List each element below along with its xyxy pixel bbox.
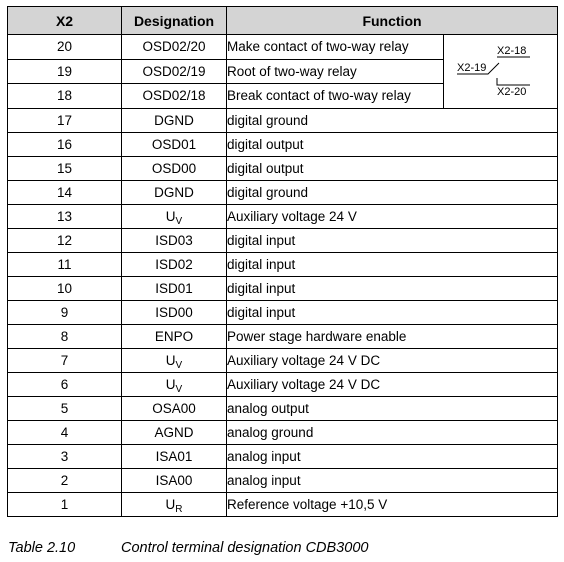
- cell-function: digital input: [227, 229, 558, 253]
- cell-designation: OSD02/18: [122, 84, 227, 109]
- designation-subscript: V: [175, 215, 183, 227]
- table-row: [8, 35, 558, 60]
- table-row: [8, 277, 558, 301]
- designation-subscript: V: [175, 383, 183, 395]
- cell-x2: 10: [8, 277, 122, 301]
- table-row: [8, 301, 558, 325]
- cell-designation: OSD00: [122, 157, 227, 181]
- cell-designation: DGND: [122, 181, 227, 205]
- cell-function: Auxiliary voltage 24 V: [227, 205, 558, 229]
- cell-designation: ISD02: [122, 253, 227, 277]
- designation-symbol: U: [165, 376, 176, 392]
- cell-function: digital input: [227, 301, 558, 325]
- designation-symbol: U: [165, 496, 176, 512]
- cell-function: digital ground: [227, 109, 558, 133]
- cell-x2: 8: [8, 325, 122, 349]
- cell-function: analog input: [227, 445, 558, 469]
- cell-x2: 9: [8, 301, 122, 325]
- relay-diagram-cell: [444, 35, 558, 109]
- cell-x2: 15: [8, 157, 122, 181]
- cell-function: digital input: [227, 253, 558, 277]
- cell-function: digital output: [227, 133, 558, 157]
- table-row: [8, 373, 558, 397]
- cell-designation: [122, 205, 227, 229]
- cell-function: Break contact of two-way relay: [227, 84, 444, 109]
- table-row: [8, 445, 558, 469]
- cell-function: analog input: [227, 469, 558, 493]
- cell-x2: 14: [8, 181, 122, 205]
- table-row: [8, 181, 558, 205]
- cell-x2: 12: [8, 229, 122, 253]
- cell-designation: ISD03: [122, 229, 227, 253]
- header-x2: X2: [8, 7, 122, 35]
- cell-function: digital input: [227, 277, 558, 301]
- cell-designation: ISA00: [122, 469, 227, 493]
- relay-label-root: X2-19: [457, 62, 487, 74]
- table-row: [8, 397, 558, 421]
- table-row: [8, 109, 558, 133]
- cell-x2: 17: [8, 109, 122, 133]
- cell-function: Auxiliary voltage 24 V DC: [227, 373, 558, 397]
- terminal-table: [7, 6, 558, 517]
- cell-x2: 13: [8, 205, 122, 229]
- header-row: [8, 7, 558, 35]
- designation-subscript: R: [175, 503, 183, 515]
- cell-function: Auxiliary voltage 24 V DC: [227, 349, 558, 373]
- cell-function: digital ground: [227, 181, 558, 205]
- cell-x2: 19: [8, 59, 122, 84]
- cell-x2: 1: [8, 493, 122, 517]
- cell-function: Make contact of two-way relay: [227, 35, 444, 60]
- cell-function: Power stage hardware enable: [227, 325, 558, 349]
- cell-x2: 16: [8, 133, 122, 157]
- table-row: [8, 325, 558, 349]
- cell-x2: 11: [8, 253, 122, 277]
- cell-designation: ENPO: [122, 325, 227, 349]
- designation-symbol: U: [165, 208, 176, 224]
- designation-symbol: U: [165, 352, 176, 368]
- table-caption: [8, 540, 369, 556]
- header-designation: Designation: [122, 7, 227, 35]
- cell-designation: OSA00: [122, 397, 227, 421]
- table-row: [8, 349, 558, 373]
- designation-subscript: V: [175, 359, 183, 371]
- cell-x2: 3: [8, 445, 122, 469]
- terminal-rows: [8, 109, 558, 517]
- cell-designation: OSD02/19: [122, 59, 227, 84]
- cell-function: analog ground: [227, 421, 558, 445]
- table-row: [8, 157, 558, 181]
- cell-x2: 20: [8, 35, 122, 60]
- table-row: [8, 421, 558, 445]
- cell-designation: AGND: [122, 421, 227, 445]
- cell-designation: ISD00: [122, 301, 227, 325]
- cell-designation: [122, 493, 227, 517]
- cell-x2: 18: [8, 84, 122, 109]
- cell-x2: 5: [8, 397, 122, 421]
- cell-function: Reference voltage +10,5 V: [227, 493, 558, 517]
- cell-x2: 2: [8, 469, 122, 493]
- table-row: [8, 229, 558, 253]
- cell-function: digital output: [227, 157, 558, 181]
- cell-designation: ISA01: [122, 445, 227, 469]
- cell-designation: DGND: [122, 109, 227, 133]
- table-row: [8, 133, 558, 157]
- cell-function: Root of two-way relay: [227, 59, 444, 84]
- relay-label-bottom: X2-20: [497, 86, 527, 98]
- cell-function: analog output: [227, 397, 558, 421]
- cell-designation: OSD01: [122, 133, 227, 157]
- cell-designation: ISD01: [122, 277, 227, 301]
- cell-x2: 6: [8, 373, 122, 397]
- table-row: [8, 493, 558, 517]
- cell-designation: OSD02/20: [122, 35, 227, 60]
- cell-designation: [122, 349, 227, 373]
- relay-bottom-line: [497, 78, 530, 85]
- caption-label: Table 2.10: [8, 540, 76, 556]
- header-function: Function: [227, 7, 558, 35]
- relay-label-top: X2-18: [497, 45, 527, 57]
- table-row: [8, 253, 558, 277]
- cell-x2: 7: [8, 349, 122, 373]
- caption-title: Control terminal designation CDB3000: [121, 540, 369, 556]
- cell-x2: 4: [8, 421, 122, 445]
- table-row: [8, 469, 558, 493]
- table-row: [8, 205, 558, 229]
- relay-schematic-diagram: [444, 35, 558, 108]
- cell-designation: [122, 373, 227, 397]
